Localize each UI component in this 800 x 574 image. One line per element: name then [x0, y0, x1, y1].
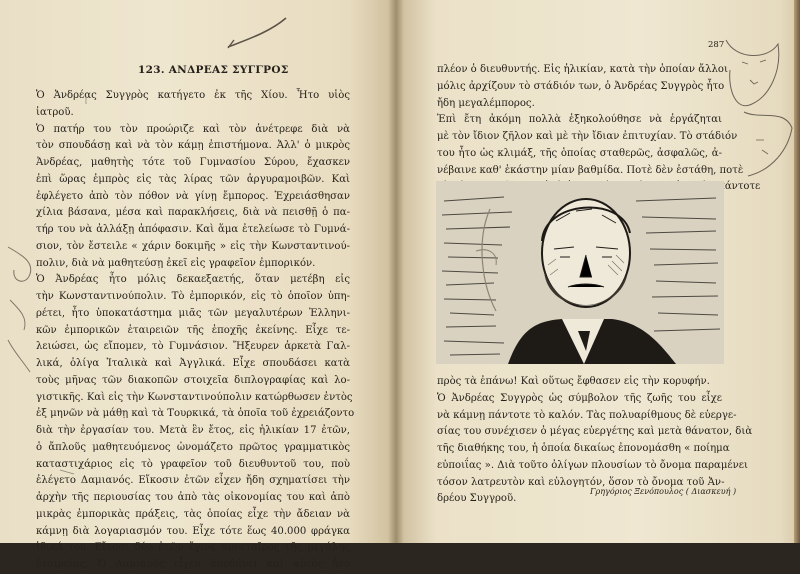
text-line: ἑταιρείας. Ὁ Δαμιανὸς εἶχεν ἀποθάνει καὶ αὐτὸς ἦτο: [36, 559, 350, 570]
text-line: μικρὰς ἐμπορικὰς πράξεις, τὰς ὁποίας εἶχε τὴν ἄδειαν νὰ: [36, 508, 350, 520]
text-line: εὐποιΐας ». Διὰ τοῦτο ὀλίγων πλουσίων τὸ ὄνομα παραμένει: [437, 459, 748, 471]
text-line: Ὁ πατήρ του τὸν προώριζε καὶ τὸν ἀνέτρεφε διὰ νὰ: [36, 123, 350, 135]
text-line: τοὺς μῆνας τῶν διακοπῶν στοιχεῖα διπλογραφίας καὶ λο-: [36, 374, 350, 386]
text-line: λειώσει, ὡς εἴπομεν, τὸ Γυμνάσιον. Ἤξευρεν ἀρκετὰ Γαλ-: [36, 341, 350, 353]
text-line: κῶν ἐμπορικῶν ἑταιρειῶν τῆς ἐποχῆς ἐκείνης. Εἶχε τε-: [36, 324, 350, 336]
text-line: τόσον λατρευτὸν καὶ εὐλογητόν, ὅσον τὸ ὄνομα τοῦ Ἀν-: [437, 476, 725, 488]
text-line: δρέου Συγγροῦ.: [437, 493, 517, 505]
text-line: κάμνῃ διὰ λογαριασμόν του. Εἶχε τότε ἕως 40.000 φράγκα: [36, 525, 350, 537]
text-line: τήρ του νὰ ἀλλάξῃ ἀπόφασιν. Καὶ ἅμα ἐτελείωσε τὸ Γυμνά-: [36, 224, 350, 235]
text-line: του ἦτο ὡς κλιμάξ, τῆς ὁποίας σταθερῶς, ἀσφαλῶς, ἀ-: [437, 147, 722, 159]
text-line: χίλια βάσανα, μέσα καὶ παρακλήσεις, διὰ νὰ πεισθῇ ὁ πα-: [36, 207, 350, 219]
text-line: πολιν, διὰ νὰ μαθητεύσῃ ἐκεῖ εἰς γραφεῖον ἐμπορικόν.: [36, 257, 316, 269]
text-line: Ἀνδρέας, μαθητὴς τότε τοῦ Γυμνασίου Σύρου, ἔχασκεν: [36, 157, 350, 168]
text-line: ἤδη μεγαλέμπορος.: [437, 97, 535, 109]
text-line: ἐλέγετο Δαμιανός. Εἴκοσιν ἐτῶν εἶχεν ἤδη σχηματίσει τὴν: [36, 475, 350, 487]
text-line: ρέτει, ἦτο ὑποκατάστημα μιᾶς τῶν μεγαλυτέρων Ἑλληνι-: [36, 307, 350, 319]
text-line: ἰδικά του. Εἴκοσι δύο ἐτῶν ἔγινε συνεταῖρος τῆς μεγάλης: [36, 542, 350, 554]
page-number: 287: [708, 40, 725, 50]
text-line: ἐφλέγετο ἀπὸ τὸν πόθον νὰ γίνῃ ἔμπορος. Ἐχρειάσθησαν: [36, 190, 350, 202]
text-line: τὸν σπουδάσῃ καὶ νὰ τὸν κάμῃ ἐπιστήμονα. Ἀλλ' ὁ μικρὸς: [36, 140, 350, 152]
text-line: Ἐπὶ ἔτη ἀκόμη πολλὰ ἐξηκολούθησε νὰ ἐργάζηται: [437, 114, 722, 126]
text-line: Ὁ Ἀνδρέας Συγγρὸς ὡς σύμβολον τῆς ζωῆς του εἶχε: [437, 392, 722, 404]
text-line: πλέον ὁ διευθυντής. Εἰς ἡλικίαν, κατὰ τὴν ὁποίαν ἄλλοι: [437, 64, 728, 75]
right-page-body-top: [437, 62, 744, 196]
text-line: μόλις ἀρχίζουν τὸ στάδιόν των, ὁ Ἀνδρέας Συγγρὸς ἦτο: [437, 80, 725, 92]
left-page: [0, 0, 396, 570]
text-line: μὲ τὸν ἴδιον ζῆλον καὶ μὲ τὴν ἴδιαν ἐπιτυχίαν. Τὸ στάδιόν: [437, 131, 738, 142]
text-line: τὴν Κωνσταντινούπολιν. Τὸ ἐμπορικόν, εἰς τὸ ὁποῖον ὑπη-: [36, 291, 350, 302]
text-line: νέβαινε καθ' ἑκάστην μίαν βαθμίδα. Ποτὲ δὲν ἐστάθη, ποτὲ: [437, 164, 744, 176]
book-right-edge: [794, 0, 800, 543]
text-line: λικά, ὀλίγα Ἰταλικὰ καὶ Ἀγγλικά. Εἶχε σπουδάσει κατὰ: [36, 358, 350, 369]
text-line: γιστικῆς. Καὶ εἰς τὴν Κωνσταντινούπολιν κατώρθωσεν ἐντὸς: [36, 391, 353, 403]
text-line: Ὁ Ἀνδρέας ἦτο μόλις δεκαεξαετής, ὅταν μετέβη εἰς: [36, 274, 350, 286]
text-line: σιον, τὸν ἔστειλε « χάριν δοκιμῆς » εἰς τὴν Κωνσταντινού-: [36, 240, 350, 252]
text-line: ἐπὶ ὥρας ἐμπρὸς εἰς τὰς λίρας τῶν ἀργυραμοιβῶν. Καὶ: [36, 173, 350, 185]
text-line: νὰ κάμνῃ πάντοτε τὸ καλόν. Τὰς πολυαρίθμους δὲ εὐεργε-: [437, 409, 737, 421]
text-line: διὰ τὴν ἐργασίαν του. Μετὰ ἓν ἔτος, εἰς ἡλικίαν 17 ἐτῶν,: [36, 425, 350, 436]
text-line: Ὁ Ἀνδρέας Συγγρὸς κατήγετο ἐκ τῆς Χίου. Ἦτο υἱὸς: [36, 90, 350, 101]
left-page-body: [36, 88, 355, 574]
text-line: τῆς διαθήκης του, ἡ ὁποία δικαίως ἐπονομάσθη « ποίημα: [437, 443, 730, 454]
text-line: ἰατροῦ.: [36, 106, 74, 118]
portrait-engraving: [436, 181, 724, 364]
text-line: ἐξ μηνῶν νὰ μάθῃ καὶ τὰ Τουρκικά, τὰ ὁποῖα τοῦ ἐχρειάζοντο: [36, 408, 355, 420]
text-line: σίας του συνέχισεν ὁ μέγας εὐεργέτης καὶ μετὰ θάνατον, διὰ: [437, 426, 753, 438]
lesson-title: 123. ΑΝΔΡΕΑΣ ΣΥΓΓΡΟΣ: [138, 64, 289, 76]
text-line: ὁ ἄπλοῦς μαθητευόμενος ὠνομάζετο πρῶτος γραμματικὸς: [36, 441, 350, 453]
text-line: καταστιχάριος εἰς τὸ γραφεῖον τοῦ διευθυντοῦ του, ποὺ: [36, 458, 350, 470]
text-line: ἀρχὴν τῆς περιουσίας του ἀπὸ τὰς οἰκονομίας του καὶ ἀπὸ: [36, 492, 350, 503]
text-line: πρὸς τὰ ἐπάνω! Καὶ οὕτως ἔφθασεν εἰς τὴν κορυφήν.: [437, 376, 710, 387]
portrait-illustration: [436, 181, 724, 364]
book-gutter: [388, 0, 404, 543]
author-signature: Γρηγόριος Ξενόπουλος ( Διασκευή ): [590, 487, 737, 496]
